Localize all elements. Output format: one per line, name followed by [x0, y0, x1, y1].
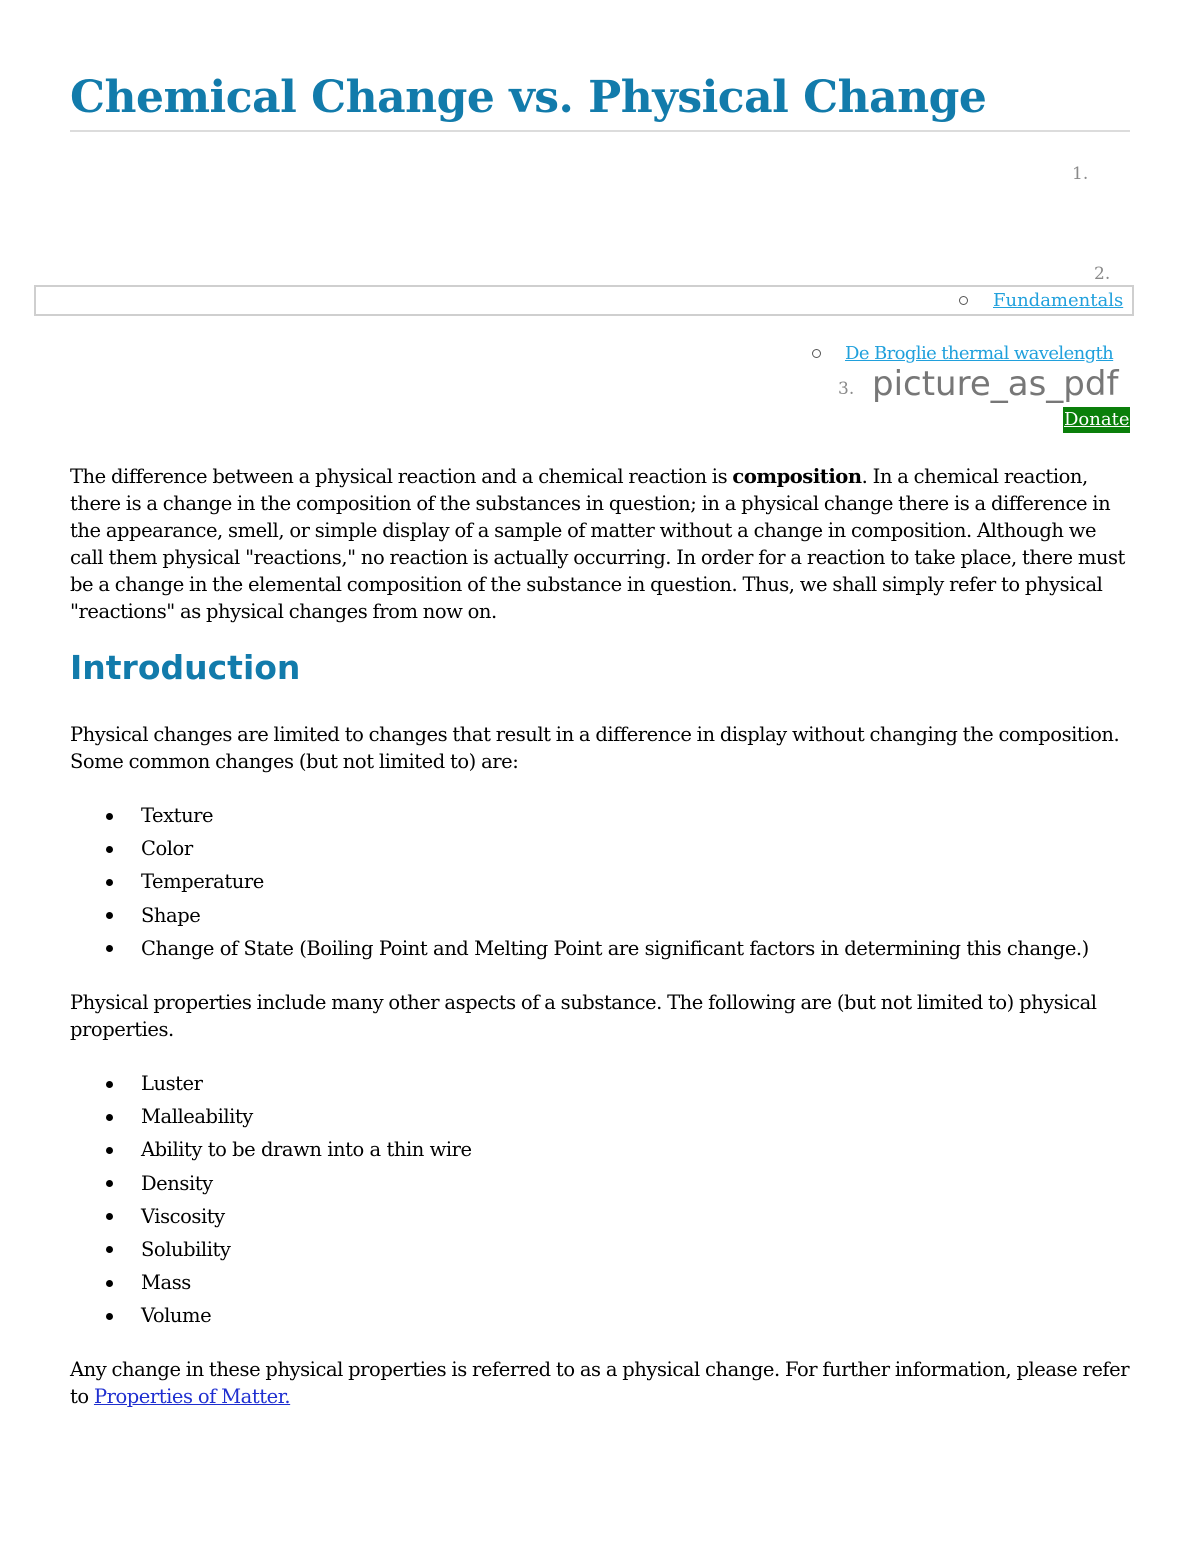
- fundamentals-link[interactable]: Fundamentals: [993, 290, 1124, 311]
- bullet-icon: [106, 912, 113, 919]
- list-item-text: Solubility: [141, 1237, 231, 1261]
- bullet-icon: [106, 1147, 113, 1154]
- nav-number-2: 2.: [1094, 264, 1111, 284]
- bullet-icon: [106, 1246, 113, 1253]
- bullet-icon: [106, 1081, 113, 1088]
- bullet-icon: [106, 1180, 113, 1187]
- list-item-text: Mass: [141, 1271, 191, 1295]
- list-item-text: Change of State (Boiling Point and Melting Point are significant factors in determining this change.): [141, 936, 1089, 960]
- list-item: [0, 899, 1089, 932]
- properties-of-matter-link[interactable]: Properties of Matter.: [93, 1385, 291, 1408]
- list-item: [0, 1299, 472, 1332]
- bullet-icon: [106, 1114, 113, 1121]
- list-item: [0, 1167, 472, 1200]
- nav-number-1: 1.: [1072, 164, 1089, 184]
- list-item: [0, 865, 1089, 898]
- list-item: [0, 1100, 472, 1133]
- intro-text-end: . In a chemical reaction, there is a change in the composition of the substances in question; in a physical change there is a difference in the appearance, smell, or simple display of a sample of matter without a change in composition. Although we call them physical "reactions," no reaction is actually occurring. In order for a reaction to take place, there must be a change in the elemental composition of the substance in question. Thus, we shall simply refer to physical "reactions" as physical changes from now on.: [70, 465, 1125, 623]
- bullet-icon: [106, 813, 113, 820]
- physical-properties-paragraph: Physical properties include many other aspects of a substance. The following are (but not limited to) physical properties.: [70, 991, 1097, 1041]
- composition-bold: composition: [732, 465, 862, 488]
- list-item-text: Density: [141, 1171, 213, 1195]
- introduction-heading: Introduction: [70, 648, 301, 687]
- list-item: [0, 1200, 472, 1233]
- bullet-icon: [106, 879, 113, 886]
- intro-paragraph: [70, 463, 1132, 625]
- circle-bullet-icon: [959, 296, 968, 305]
- further-info-paragraph: [70, 1356, 1132, 1410]
- donate-button[interactable]: Donate: [1063, 407, 1130, 433]
- list-item: [0, 1067, 472, 1100]
- list-item: [0, 1233, 472, 1266]
- list-item: [0, 1266, 472, 1299]
- title-divider: [70, 130, 1130, 132]
- list-item-text: Texture: [141, 804, 214, 827]
- bullet-icon: [106, 1313, 113, 1320]
- bullet-icon: [106, 945, 113, 952]
- circle-bullet-icon: [812, 349, 821, 358]
- physical-properties-list: [0, 1067, 472, 1333]
- bullet-icon: [106, 1280, 113, 1287]
- bullet-icon: [106, 846, 113, 853]
- de-broglie-link[interactable]: De Broglie thermal wavelength: [845, 343, 1114, 364]
- nav-number-3: 3.: [838, 379, 855, 399]
- list-item: [0, 932, 1089, 965]
- fundamentals-nav-box: [34, 285, 1134, 316]
- bullet-icon: [106, 1213, 113, 1220]
- list-item-text: Malleability: [141, 1105, 253, 1129]
- physical-changes-paragraph: Physical changes are limited to changes that result in a difference in display without changing the composition. Some common changes (but not limited to) are:: [70, 723, 1120, 773]
- list-item: [0, 832, 1089, 865]
- list-item-text: Volume: [141, 1304, 212, 1328]
- list-item-text: Color: [141, 837, 193, 861]
- physical-changes-list: [0, 799, 1089, 965]
- list-item-text: Ability to be drawn into a thin wire: [141, 1138, 472, 1162]
- list-item-text: Shape: [141, 903, 201, 927]
- intro-text-start: The difference between a physical reaction and a chemical reaction is: [70, 465, 733, 488]
- list-item-text: Temperature: [141, 870, 264, 894]
- list-item: [0, 1133, 472, 1166]
- list-item: [0, 799, 1089, 832]
- list-item-text: Luster: [141, 1072, 203, 1095]
- page-title: Chemical Change vs. Physical Change: [70, 72, 987, 123]
- further-info-text: Any change in these physical properties is referred to as a physical change. For further information, please refer to: [70, 1358, 1130, 1408]
- list-item-text: Viscosity: [141, 1204, 225, 1228]
- picture-as-pdf-icon[interactable]: picture_as_pdf: [872, 364, 1119, 404]
